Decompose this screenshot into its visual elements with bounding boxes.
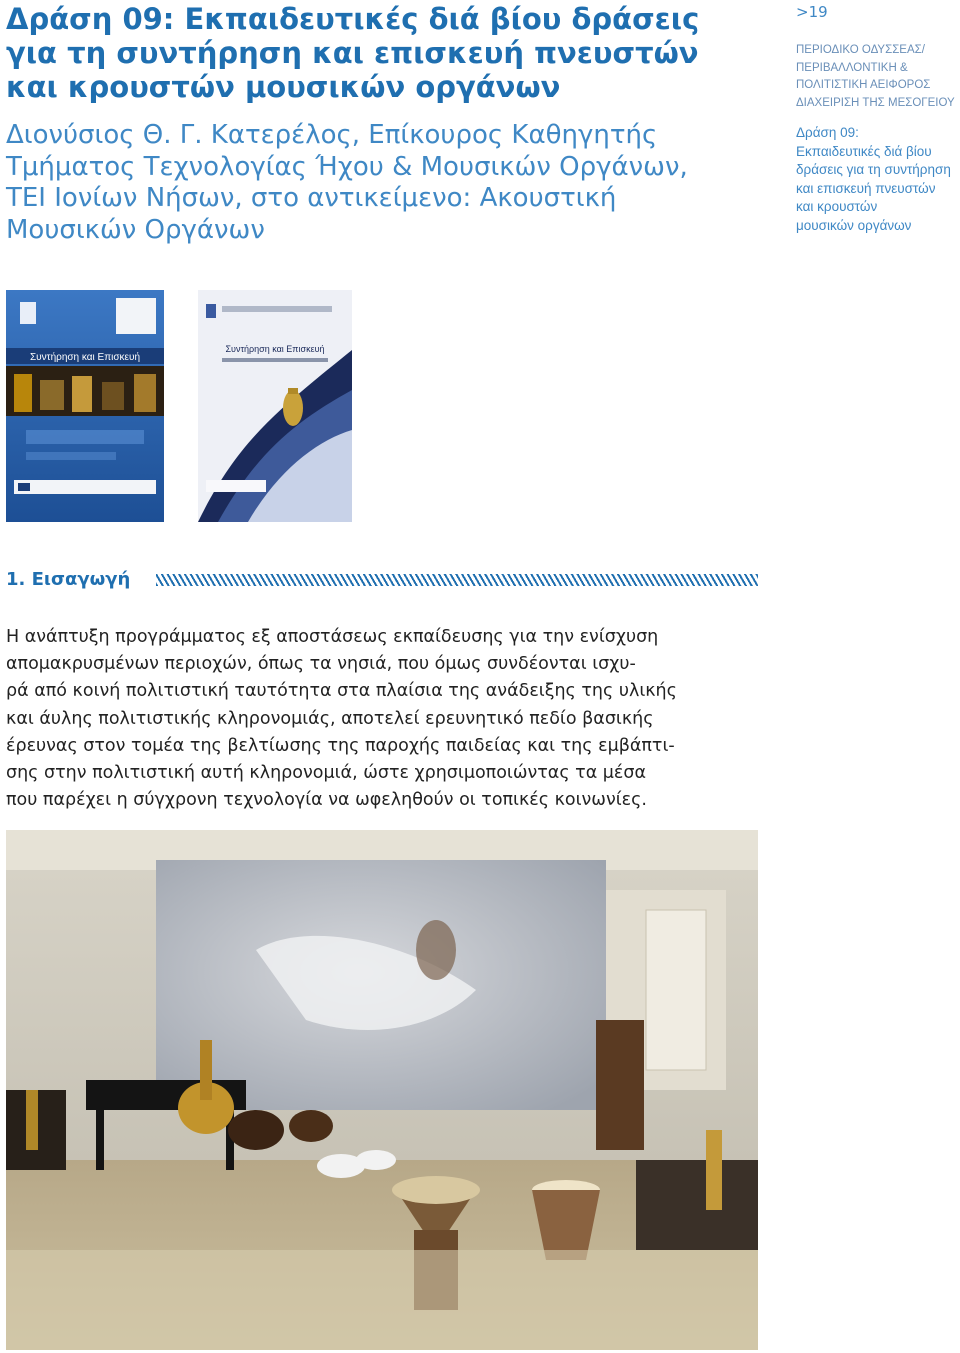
section-header bbox=[6, 568, 758, 594]
body-line: έρευνας στον τομέα της βελτίωσης της παροχής παιδείας και της εμβάπτι- bbox=[6, 735, 675, 756]
body-paragraph bbox=[6, 624, 766, 814]
action-line: και κρουστών bbox=[796, 199, 878, 214]
title-line: για τη συντήρηση και επισκευή πνευστών bbox=[6, 36, 699, 70]
body-line: ρά από κοινή πολιτιστική ταυτότητα στα πλαίσια της ανάδειξης της υλικής bbox=[6, 681, 677, 702]
stage-photo bbox=[6, 830, 758, 1350]
action-line: μουσικών οργάνων bbox=[796, 217, 912, 233]
brochure-cover-blue bbox=[6, 290, 164, 522]
magazine-line: ΠΕΡΙΒΑΛΛΟΝΤΙΚΗ & bbox=[796, 61, 908, 74]
title-line: Δράση 09: Εκπαιδευτικές διά βίου δράσεις bbox=[6, 2, 700, 36]
sidebar bbox=[796, 0, 960, 235]
magazine-line: ΠΕΡΙΟΔΙΚΟ ΟΔΥΣΣΕΑΣ/ bbox=[796, 44, 925, 56]
section-title: 1. Εισαγωγή bbox=[6, 569, 140, 590]
action-line: και επισκευή πνευστών bbox=[796, 180, 936, 196]
author-line: Τμήματος Τεχνολογίας Ήχου & Μουσικών Οργάνων, bbox=[6, 151, 688, 182]
author-line: ΤΕΙ Ιονίων Νήσων, στο αντικείμενο: Ακουστική bbox=[6, 183, 617, 213]
author-line: Διονύσιος Θ. Γ. Κατερέλος, Επίκουρος Καθηγητής bbox=[6, 120, 658, 150]
action-line: Εκπαιδευτικές διά βίου bbox=[796, 143, 932, 159]
poster-cover-white bbox=[198, 290, 352, 522]
action-line: Δράση 09: bbox=[796, 125, 859, 140]
body-line: που παρέχει η σύγχρονη τεχνολογία να ωφεληθούν οι τοπικές κοινωνίες. bbox=[6, 790, 647, 811]
sidebar-action-title bbox=[796, 124, 960, 235]
magazine-name bbox=[796, 42, 960, 112]
page-number: >19 bbox=[796, 3, 828, 21]
cover1-heading: Συντήρηση και Επισκευή bbox=[29, 352, 141, 363]
body-line: απομακρυσμένων περιοχών, όπως τα νησιά, που όμως συνδέονται ισχυ- bbox=[6, 654, 636, 675]
body-line: σης στην πολιτιστική αυτή κληρονομιά, ώστε χρησιμοποιώντας τα μέσα bbox=[6, 763, 647, 784]
article-title bbox=[6, 2, 766, 104]
title-line: και κρουστών μουσικών οργάνων bbox=[6, 70, 561, 104]
author-line: Μουσικών Οργάνων bbox=[6, 214, 265, 245]
body-line: Η ανάπτυξη προγράμματος εξ αποστάσεως εκπαίδευσης για την ενίσχυση bbox=[6, 627, 659, 647]
hatch-divider bbox=[156, 574, 758, 586]
author-credit bbox=[6, 120, 776, 246]
magazine-line: ΠΟΛΙΤΙΣΤΙΚΗ ΑΕΙΦΟΡΟΣ bbox=[796, 79, 931, 91]
action-line: δράσεις για τη συντήρηση bbox=[796, 162, 951, 177]
cover2-heading: Συντήρηση και Επισκευή bbox=[225, 344, 325, 354]
body-line: και άυλης πολιτιστικής κληρονομιάς, αποτελεί ερευνητικό πεδίο βασικής bbox=[6, 708, 654, 729]
magazine-line: ΔΙΑΧΕΙΡΙΣΗ ΤΗΣ ΜΕΣΟΓΕΙΟΥ bbox=[796, 96, 955, 109]
